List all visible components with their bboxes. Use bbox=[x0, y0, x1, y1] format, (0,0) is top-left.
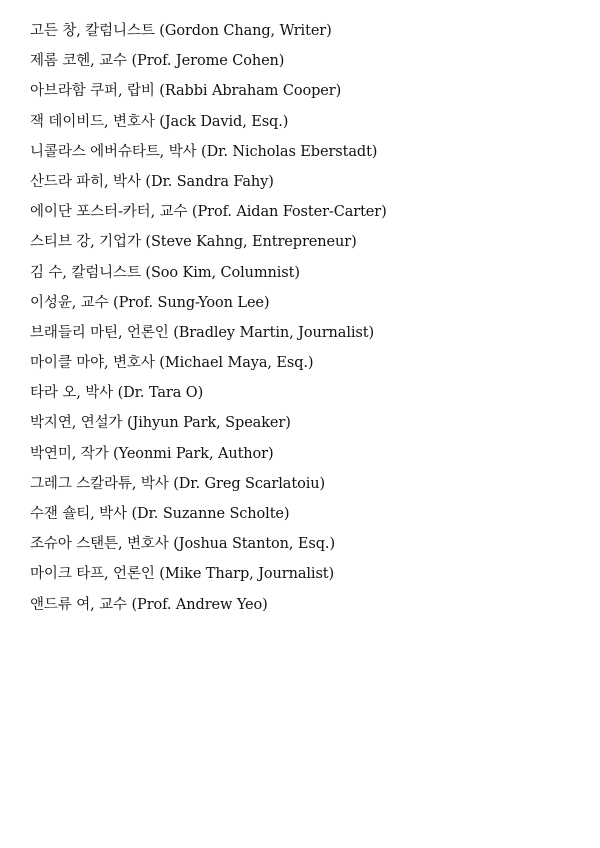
list-item: 에이단 포스터-카터, 교수 (Prof. Aidan Foster-Carter) bbox=[30, 204, 387, 221]
list-item: 그레그 스칼라튜, 박사 (Dr. Greg Scarlatoiu) bbox=[30, 475, 326, 492]
list-item: 박연미, 작가 (Yeonmi Park, Author) bbox=[30, 445, 274, 462]
list-item: 타라 오, 박사 (Dr. Tara O) bbox=[30, 385, 204, 402]
list-item: 조슈아 스탠튼, 변호사 (Joshua Stanton, Esq.) bbox=[30, 536, 336, 553]
list-item: 김 수, 칼럼니스트 (Soo Kim, Columnist) bbox=[30, 264, 300, 281]
list-item: 이성윤, 교수 (Prof. Sung-Yoon Lee) bbox=[30, 294, 270, 311]
list-item: 앤드류 여, 교수 (Prof. Andrew Yeo) bbox=[30, 596, 268, 613]
list-item: 아브라함 쿠퍼, 랍비 (Rabbi Abraham Cooper) bbox=[30, 83, 342, 100]
list-item: 수잰 숄티, 박사 (Dr. Suzanne Scholte) bbox=[30, 506, 290, 522]
list-item: 마이크 타프, 언론인 (Mike Tharp, Journalist) bbox=[30, 566, 335, 583]
list-item: 박지연, 연설가 (Jihyun Park, Speaker) bbox=[30, 415, 291, 432]
list-item: 제롬 코헨, 교수 (Prof. Jerome Cohen) bbox=[30, 53, 285, 70]
list-item: 산드라 파히, 박사 (Dr. Sandra Fahy) bbox=[30, 173, 274, 190]
list-item: 브래들리 마틴, 언론인 (Bradley Martin, Journalist) bbox=[30, 324, 375, 341]
list-item: 니콜라스 에버슈타트, 박사 (Dr. Nicholas Eberstadt) bbox=[30, 143, 378, 160]
list-item: 고든 창, 칼럼니스트 (Gordon Chang, Writer) bbox=[30, 23, 332, 39]
advisor-list bbox=[30, 20, 600, 624]
list-item: 잭 데이비드, 변호사 (Jack David, Esq.) bbox=[30, 113, 289, 130]
list-item: 스티브 강, 기업가 (Steve Kahng, Entrepreneur) bbox=[30, 234, 357, 251]
list-item: 마이클 마야, 변호사 (Michael Maya, Esq.) bbox=[30, 355, 314, 372]
